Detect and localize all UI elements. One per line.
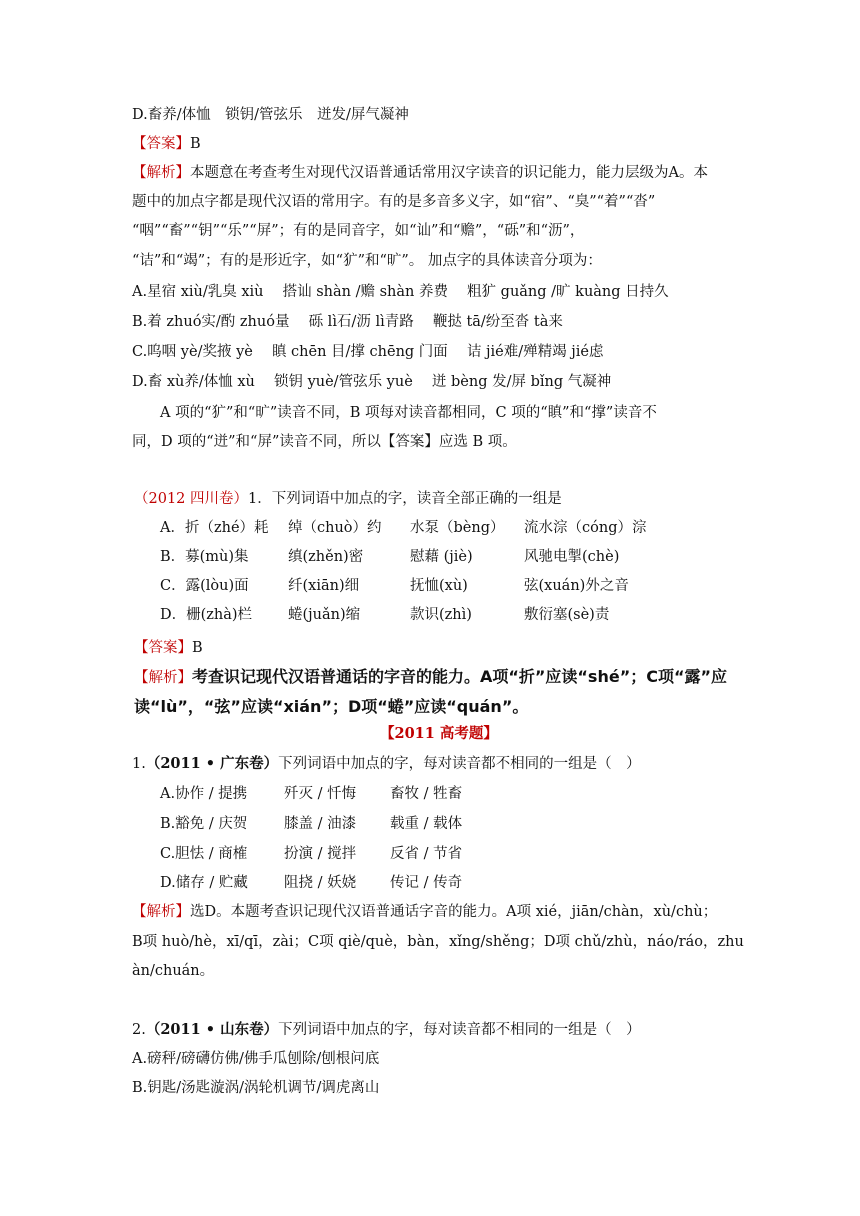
q2011-1-b-2: 膝盖 / 油漆 [284, 816, 357, 832]
q2012-b-1: B．募(mù)集 [160, 549, 249, 565]
q2011-2-source: （2011 • 山东卷） [145, 1021, 279, 1038]
answer-label: 【答案】 [132, 136, 190, 152]
analysis-1-line-4: “诘”和“竭”；有的是形近字，如“犷”和“旷”。 加点字的具体读音分项为： [132, 253, 602, 269]
reading-c: C.呜咽 yè/奖掖 yè 瞋 chēn 目/撑 chēng 门面 诘 jié难/殚精竭 jié虑 [132, 344, 604, 360]
q2012-c-1: C．露(lòu)面 [160, 578, 249, 594]
q2012-source: （2012 四川卷） [134, 491, 249, 507]
analysis-2-label: 【解析】 [134, 670, 192, 686]
q2011-1-a-1: A.协作 / 提携 [160, 786, 248, 802]
q2012-d-1: D．栅(zhà)栏 [160, 607, 253, 623]
q2011-1-b-1: B.豁免 / 庆贺 [160, 816, 248, 832]
q2012-b-3: 慰藉 (jiè) [410, 549, 473, 565]
analysis-2-line-1: 【解析】考查识记现代汉语普通话的字音的能力。A项“折”应读“shé”；C项“露”应 [134, 667, 727, 686]
q2012-stem: 1．下列词语中加点的字，读音全部正确的一组是 [248, 491, 562, 507]
reading-d: D.畜 xù养/体恤 xù 锁钥 yuè/管弦乐 yuè 迸 bèng 发/屏 bǐng 气凝神 [132, 374, 612, 390]
reading-b: B.着 zhuó实/酌 zhuó量 砾 lì石/沥 lì青路 鞭挞 tā/纷至沓 tà来 [132, 314, 563, 330]
q2011-1-d-2: 阻挠 / 妖娆 [284, 875, 357, 891]
q2012-a-4: 流水淙（cóng）淙 [524, 520, 647, 536]
q2011-1-stem: 下列词语中加点的字，每对读音都不相同的一组是（ ） [278, 756, 641, 772]
analysis-2-line-2: 读“lù”，“弦”应读“xián”；D项“蜷”应读“quán”。 [134, 697, 529, 716]
analysis-1-line-2: 题中的加点字都是现代汉语的常用字。有的是多音多义字，如“宿”、“臭”“着”“沓” [132, 194, 656, 210]
q2011-1-stem-line: 1.（2011 • 广东卷）下列词语中加点的字，每对读音都不相同的一组是（ ） [132, 755, 641, 772]
answer-2-label: 【答案】 [134, 640, 192, 656]
answer-value: B [190, 136, 201, 152]
q2011-2-stem-line: 2.（2011 • 山东卷）下列词语中加点的字，每对读音都不相同的一组是（ ） [132, 1021, 641, 1038]
q2011-1-c-2: 扮演 / 搅拌 [284, 846, 357, 862]
q2012-d-2: 蜷(juǎn)缩 [288, 607, 361, 623]
q2012-d-4: 敷衍塞(sè)责 [524, 607, 610, 623]
analysis-label: 【解析】 [132, 165, 190, 181]
q2011-1-d-3: 传记 / 传奇 [390, 875, 463, 891]
q2011-2-option-a: A.磅秤/磅礴仿佛/佛手瓜刨除/刨根问底 [132, 1051, 380, 1067]
conclusion-1-line-1: A 项的“犷”和“旷”读音不同，B 项每对读音都相同，C 项的“瞋”和“撑”读音不 [160, 405, 657, 421]
q2012-a-3: 水泵（bèng） [410, 520, 505, 536]
q2011-1-a-2: 歼灭 / 忏悔 [284, 786, 357, 802]
q2011-1-analysis-label: 【解析】 [132, 904, 190, 920]
q2011-1-c-1: C.胆怯 / 商榷 [160, 846, 248, 862]
q2011-2-stem: 下列词语中加点的字，每对读音都不相同的一组是（ ） [278, 1022, 641, 1038]
q2012-stem-line [134, 489, 562, 509]
q2011-1-a-3: 畜牧 / 牲畜 [390, 786, 463, 802]
q2012-a-1: A．折（zhé）耗 [160, 520, 269, 536]
answer-2-value: B [192, 640, 203, 656]
q2012-a-2: 绰（chuò）约 [288, 520, 382, 536]
q2011-1-analysis-line-3: àn/chuán。 [132, 963, 215, 979]
q2011-1-analysis-line-1: 【解析】选D。本题考查识记现代汉语普通话字音的能力。A项 xié，jiān/chàn，xù/chù； [132, 904, 718, 920]
answer-1 [132, 134, 201, 154]
q2012-b-2: 缜(zhěn)密 [288, 549, 364, 565]
q2012-c-4: 弦(xuán)外之音 [524, 578, 629, 594]
q2011-1-d-1: D.储存 / 贮藏 [160, 875, 248, 891]
option-d-line: D.畜养/体恤 锁钥/管弦乐 迸发/屏气凝神 [132, 107, 409, 123]
section-title: 【2011 高考题】 [380, 725, 498, 742]
q2011-1-source: （2011 • 广东卷） [145, 755, 279, 772]
q2011-2-option-b: B.钥匙/汤匙漩涡/涡轮机调节/调虎离山 [132, 1080, 380, 1096]
conclusion-1-line-2: 同，D 项的“迸”和“屏”读音不同，所以【答案】应选 B 项。 [132, 434, 517, 450]
answer-2 [134, 638, 203, 658]
analysis-1-line-3: “咽”“畜”“钥”“乐”“屏”；有的是同音字，如“讪”和“赡”，“砾”和“沥”， [132, 223, 585, 239]
q2011-1-c-3: 反省 / 节省 [390, 846, 463, 862]
q2012-d-3: 款识(zhì) [410, 607, 472, 623]
q2012-b-4: 风驰电掣(chè) [524, 549, 620, 565]
reading-a: A.星宿 xiù/乳臭 xiù 搭讪 shàn /赡 shàn 养费 粗犷 guǎng /旷 kuàng 日持久 [132, 284, 669, 300]
q2012-c-3: 抚恤(xù) [410, 578, 468, 594]
analysis-1-line-1: 【解析】本题意在考查考生对现代汉语普通话常用汉字读音的识记能力，能力层级为A。本 [132, 165, 708, 181]
q2012-c-2: 纤(xiān)细 [288, 578, 360, 594]
q2011-1-analysis-line-2: B项 huò/hè，xī/qī，zài；C项 qiè/què，bàn，xǐng/shěng；D项 chǔ/zhù，náo/ráo，zhu [132, 934, 744, 950]
q2011-1-b-3: 载重 / 载体 [390, 816, 463, 832]
